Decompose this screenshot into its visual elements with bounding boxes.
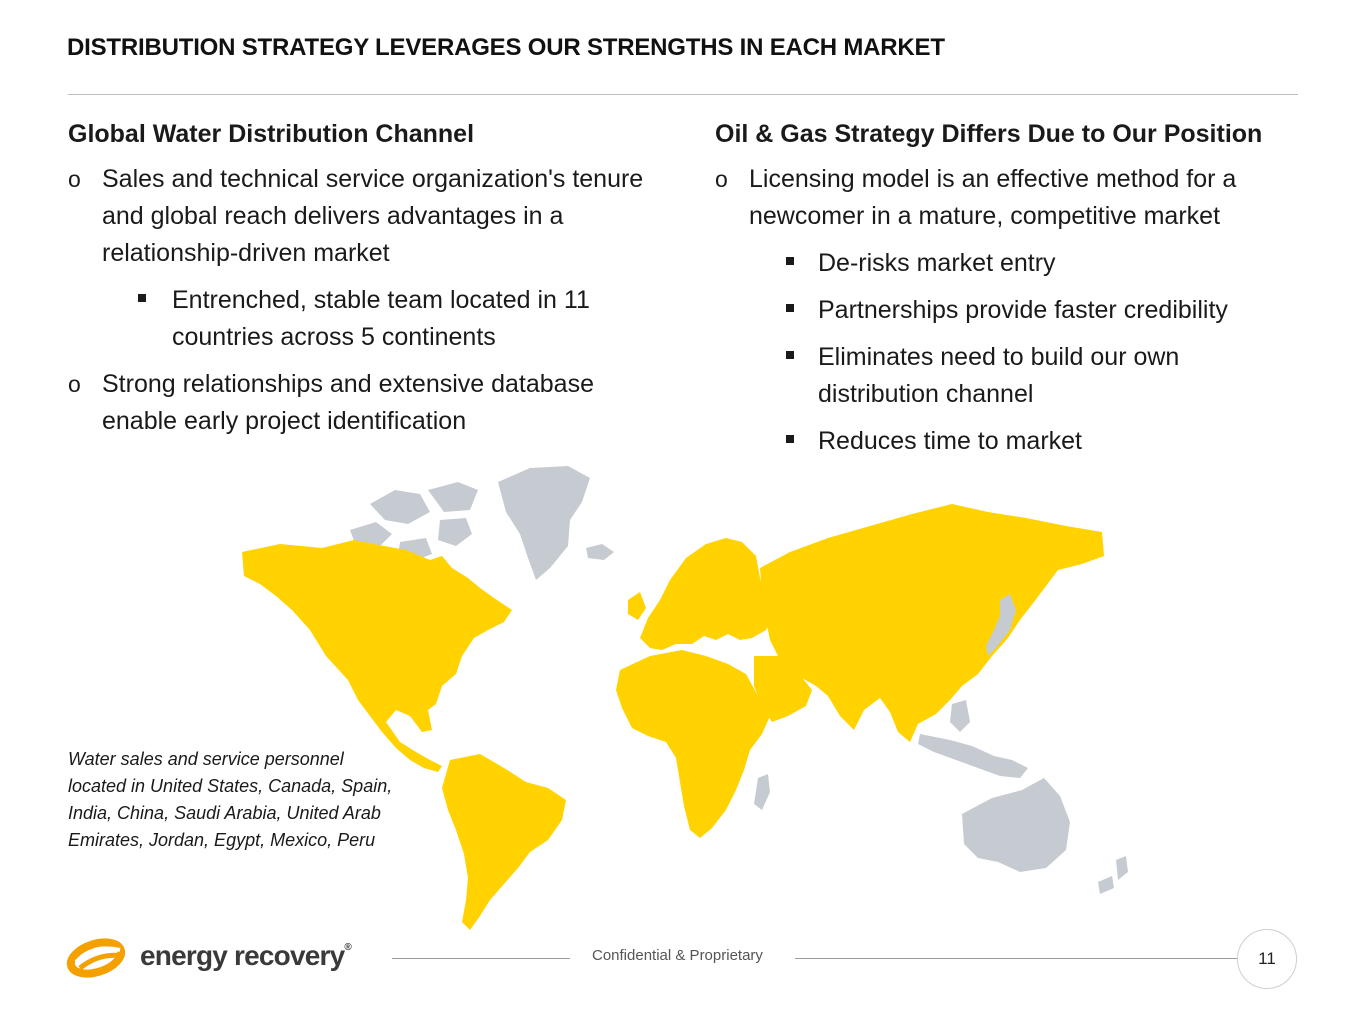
footer-rule-left — [392, 958, 570, 959]
left-subbullet-1 — [68, 282, 668, 356]
bullet-text: Licensing model is an effective method for a newcomer in a mature, competitive market — [749, 165, 1237, 230]
confidential-label: Confidential & Proprietary — [592, 947, 763, 964]
hollow-bullet-icon: o — [68, 371, 81, 397]
left-bullet-2 — [68, 366, 668, 440]
logo-wordmark — [140, 940, 351, 972]
subbullet-text: Partnerships provide faster credibility — [818, 296, 1228, 324]
iceland-shape — [586, 544, 614, 560]
left-heading: Global Water Distribution Channel — [68, 120, 475, 148]
africa-shape — [616, 650, 770, 838]
right-bullet-1 — [715, 161, 1315, 235]
square-bullet-icon — [786, 257, 794, 265]
subbullet-text: Entrenched, stable team located in 11 countries across 5 continents — [172, 286, 590, 351]
right-subbullet-4 — [715, 423, 1315, 460]
right-subbullet-3 — [715, 339, 1315, 413]
asia-shape — [760, 504, 1104, 742]
right-subbullet-2 — [715, 292, 1315, 329]
right-heading: Oil & Gas Strategy Differs Due to Our Position — [715, 120, 1263, 148]
footer-rule-right — [795, 958, 1237, 959]
world-map — [230, 460, 1140, 940]
north-america-shape — [242, 540, 512, 772]
company-logo — [66, 932, 366, 984]
hollow-bullet-icon: o — [68, 166, 81, 192]
energy-recovery-logo-icon — [66, 932, 130, 984]
new-zealand-shape — [1098, 856, 1128, 894]
subbullet-text: Eliminates need to build our own distribution channel — [818, 343, 1180, 408]
right-column — [715, 120, 1315, 470]
europe-shape — [628, 538, 774, 650]
hollow-bullet-icon: o — [715, 166, 728, 192]
square-bullet-icon — [786, 351, 794, 359]
logo-text: energy recovery — [140, 940, 345, 971]
bullet-text: Strong relationships and extensive database enable early project identification — [102, 370, 594, 435]
title-divider — [68, 94, 1298, 95]
square-bullet-icon — [138, 294, 146, 302]
south-america-shape — [442, 754, 566, 930]
square-bullet-icon — [786, 304, 794, 312]
left-bullet-1 — [68, 161, 668, 272]
slide-title: DISTRIBUTION STRATEGY LEVERAGES OUR STRENGTHS IN EACH MARKET — [67, 34, 945, 61]
bullet-text: Sales and technical service organization's tenure and global reach delivers advantages in a relationship-driven market — [102, 165, 644, 267]
map-note: Water sales and service personnel located in United States, Canada, Spain, India, China, Saudi Arabia, United Arab Emirates, Jordan, Egypt, Mexico, Peru — [68, 749, 393, 850]
subbullet-text: Reduces time to market — [818, 427, 1082, 455]
page-number: 11 — [1237, 929, 1297, 989]
square-bullet-icon — [786, 435, 794, 443]
registered-mark: ® — [344, 942, 351, 953]
greenland-shape — [498, 466, 590, 580]
australia-shape — [962, 778, 1070, 872]
madagascar-shape — [754, 774, 770, 810]
subbullet-text: De-risks market entry — [818, 249, 1056, 277]
left-column — [68, 120, 668, 450]
right-subbullet-1 — [715, 245, 1315, 282]
